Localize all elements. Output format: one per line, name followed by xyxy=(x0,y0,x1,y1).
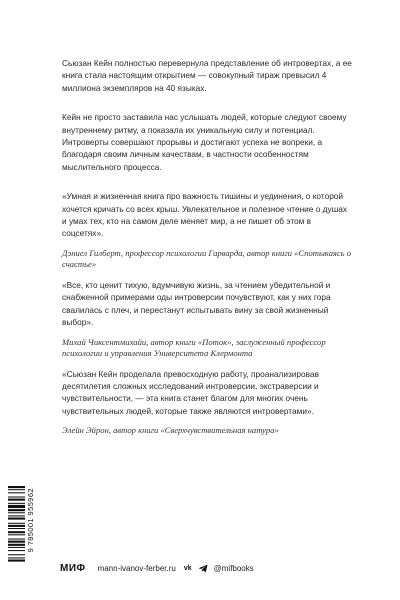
cover-text xyxy=(62,57,352,445)
intro-paragraph-1: Сьюзан Кейн полностью перевернула представление об интровертах, а ее книга стала настоящим открытием — совокупный тираж превысил 4 миллиона экземпляров на 40 языках. xyxy=(62,58,352,93)
quote-text-1: «Умная и жизненная книга про важность тишины и уединения, о которой хочется кричать со всех крыш. Увлекательное и полезное чтение о душах и умах тех, кто на самом деле меняет мир, а не пишет об этом в соцсетях». xyxy=(62,191,348,239)
quote-text-3: «Сьюзан Кейн проделала превосходную работу, проанализировав десятилетия сложных исследований интроверсии, экстраверсии и чувствительности, — эта книга станет благом для многих очень чувствительных людей, которые также являются интровертами». xyxy=(62,368,319,416)
publisher-footer xyxy=(60,561,254,575)
telegram-icon[interactable] xyxy=(198,564,208,573)
publisher-logo: МИФ xyxy=(60,562,86,574)
barcode-digits: 9 785001 955962 xyxy=(26,488,35,553)
quote-author-1: Дэниел Гилберт, профессор психологии Гарварда, автор книги «Спотыкаясь о счастье» xyxy=(62,247,352,270)
vk-icon[interactable]: vk xyxy=(183,564,192,572)
quote-author-2: Михай Чиксентмихайи, автор книги «Поток», заслуженный профессор психологии и управления Университета Клермонта xyxy=(62,336,326,358)
quote-text-2: «Все, кто ценит тихую, вдумчивую жизнь, за чтением убедительной и снабженной примерами оды интроверсии почувствуют, как у них гора свалилась с плеч, и перестанут испытывать вину за свой жизненный выбор». xyxy=(62,279,331,328)
intro-paragraph-2: Кейн не просто заставила нас услышать людей, которые следуют своему внутреннему ритму, а показала их уникальную силу и потенциал. Интроверты совершают прорывы и достигают успеха не вопреки, а благодаря своим личным качествам, в частности особенностям мыслительного процесса. xyxy=(62,112,347,172)
publisher-site-link[interactable]: mann-ivanov-ferber.ru xyxy=(97,563,176,573)
quote-author-3: Элейн Эйрон, автор книги «Сверхчувствительная натура» xyxy=(62,425,279,436)
publisher-handle[interactable]: @mifbooks xyxy=(213,563,254,573)
